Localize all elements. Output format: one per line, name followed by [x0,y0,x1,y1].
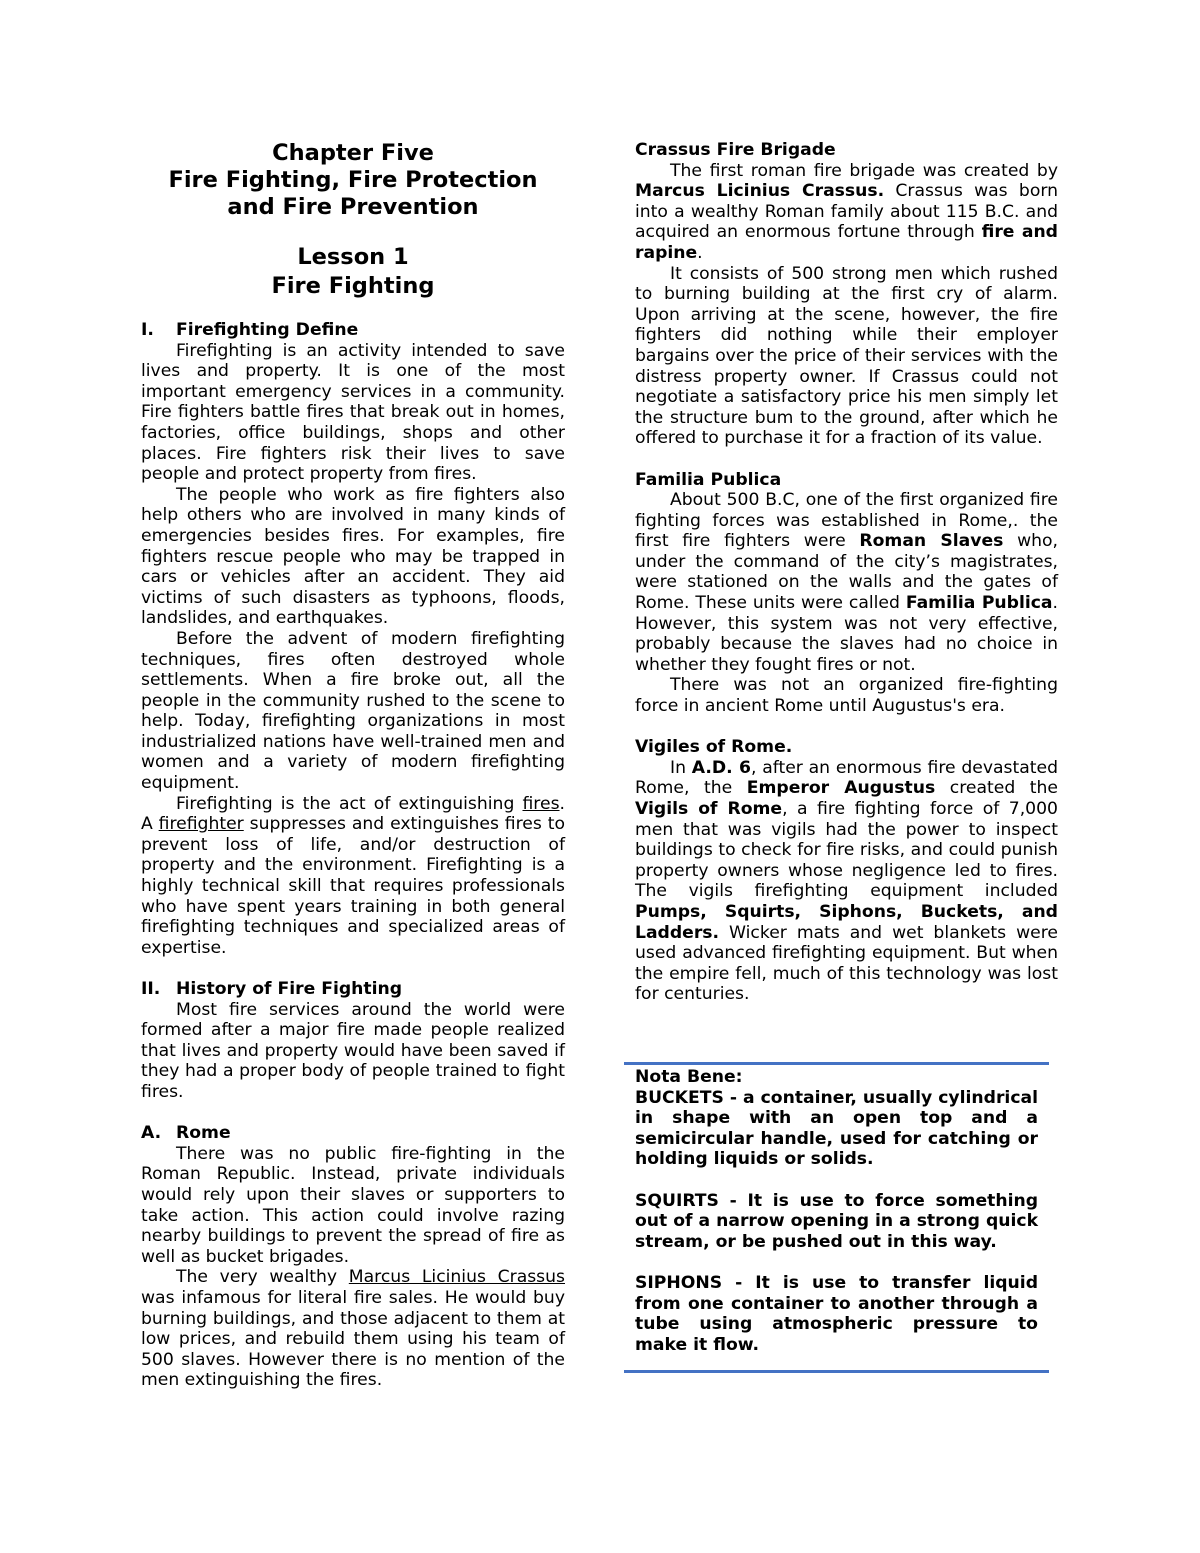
paragraph: Firefighting is an activity intended to save lives and property. It is one of the most important emergency services in a community. Fire fighters battle fires that break out in homes, factories, office buildings, shops and other places. Fire fighters risk their lives to save people and protect property from fires. [141,340,565,485]
paragraph: About 500 B.C, one of the first organized fire fighting forces was established in Rome,. the first fire fighters were Roman Slaves who, under the command of the city’s magistrates, were stationed on the walls and the gates of Rome. These units were called Familia Publica. However, this system was not very effective, probably because the slaves had no choice in whether they fought fires or not. [635,490,1058,675]
section-heading-rome: A. Rome [141,1123,231,1144]
left-column [141,140,565,1391]
paragraph: The very wealthy Marcus Licinius Crassus was infamous for literal fire sales. He would buy burning buildings, and those adjacent to them at low prices, and rebuild them using his team of 500 slaves. However there is no mention of the men extinguishing the fires. [141,1267,565,1391]
paragraph: There was not an organized fire-fighting force in ancient Rome until Augustus's era. [635,675,1058,717]
paragraph: Before the advent of modern firefighting techniques, fires often destroyed whole settlements. When a fire broke out, all the people in the community rushed to the scene to help. Today, firefighting organizations in most industrialized nations have well-trained men and women and a variety of modern firefighting equipment. [141,628,565,794]
chapter-subtitle-line2: and Fire Prevention [227,194,479,220]
chapter-title: Chapter Five [272,140,434,166]
nota-buckets: BUCKETS - a container, usually cylindrical in shape with an open top and a semicircular handle, used for catching or holding liquids or solids. [635,1087,1038,1170]
lesson-number: Lesson 1 [297,244,409,270]
paragraph: It consists of 500 strong men which rushed to burning building at the first cry of alarm. Upon arriving at the scene, however, the fire fighters did nothing while their employer bargains over the price of their services with the distress property owner. If Crassus could not negotiate a satisfactory price his men simply let the structure bum to the ground, after which he offered to purchase it for a fraction of its value. [635,263,1058,449]
nota-squirts: SQUIRTS - It is use to force something out of a narrow opening in a strong quick stream, or be pushed out in this way. [635,1190,1038,1252]
paragraph: Firefighting is the act of extinguishing fires. A firefighter suppresses and extinguishes fires to prevent loss of life, and/or destruction of property and the environment. Firefighting is a highly technical skill that requires professionals who have spent years training in both general firefighting techniques and specialized areas of expertise. [141,793,565,958]
right-column [635,140,1058,1005]
paragraph: In A.D. 6, after an enormous fire devastated Rome, the Emperor Augustus created the Vigils of Rome, a fire fighting force of 7,000 men that was vigils had the power to inspect buildings to check for fire risks, and could punish property owners whose negligence led to fires. The vigils firefighting equipment included Pumps, Squirts, Siphons, Buckets, and Ladders. Wicker mats and wet blankets were used advanced firefighting equipment. But when the empire fell, much of this technology was lost for centuries. [635,757,1059,1005]
nota-siphons: SIPHONS - It is use to transfer liquid from one container to another through a tube using atmospheric pressure to make it flow. [635,1272,1038,1355]
heading-crassus-fire-brigade: Crassus Fire Brigade [635,140,836,160]
chapter-subtitle-line1: Fire Fighting, Fire Protection [168,167,538,193]
fires-link[interactable]: fires [522,793,560,814]
paragraph: Most fire services around the world were formed after a major fire made people realized that lives and property would have been saved if they had a proper body of people trained to fight fires. [141,999,565,1102]
nota-bene-heading: Nota Bene: [635,1067,743,1087]
paragraph: There was no public fire-fighting in the Roman Republic. Instead, private individuals would rely upon their slaves or supporters to take action. This action could involve razing nearby buildings to prevent the spread of fire as well as bucket brigades. [141,1143,565,1267]
nota-bene-box [624,1062,1049,1373]
crassus-link[interactable]: Marcus Licinius Crassus [348,1267,565,1288]
section-heading-firefighting-define: I. Firefighting Define [141,320,359,340]
heading-familia-publica: Familia Publica [635,469,782,490]
paragraph: The first roman fire brigade was created by Marcus Licinius Crassus. Crassus was born into a wealthy Roman family about 115 B.C. and acquired an enormous fortune through fire and rapine. [635,160,1058,263]
section-heading-history: II. History of Fire Fighting [141,979,403,999]
heading-vigiles-of-rome: Vigiles of Rome. [635,737,793,758]
lesson-title: Fire Fighting [271,273,435,299]
paragraph: The people who work as fire fighters also help others who are involved in many kinds of emergencies besides fires. For examples, fire fighters rescue people who may be trapped in cars or vehicles after an accident. They aid victims of such disasters as typhoons, floods, landslides, and earthquakes. [141,484,565,629]
firefighter-link[interactable]: firefighter [158,814,244,835]
